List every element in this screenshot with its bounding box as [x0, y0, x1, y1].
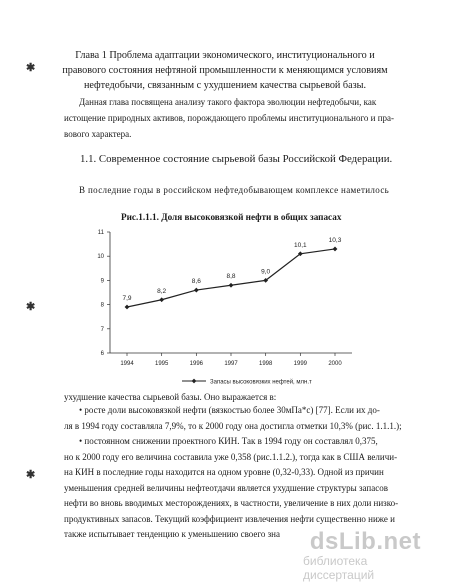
y-tick-label: 10	[97, 254, 104, 261]
y-tick-label: 7	[100, 326, 104, 333]
watermark-subtitle: библиотека диссертаций	[303, 554, 375, 582]
intro-line-1: Данная глава посвящена анализу такого фактора эволюции нефтедобычи, как	[79, 97, 377, 107]
margin-mark: ✱	[26, 469, 36, 481]
data-label: 8,8	[226, 273, 236, 281]
margin-mark: ✱	[26, 62, 36, 74]
watermark-brand: dsLib.net	[309, 528, 421, 555]
data-label: 8,6	[191, 278, 201, 286]
legend-label: Запасы высоковязких нефтей, млн.т	[210, 379, 312, 386]
watermark	[303, 528, 423, 582]
paragraph-line: В последние годы в российском нефтедобывающем комплексе наметилось	[79, 185, 390, 195]
x-tick-label: 1998	[258, 361, 273, 367]
data-label: 9,0	[261, 268, 271, 276]
legend-marker	[192, 379, 197, 384]
chapter-heading-line-3: нефтедобычи, связанным с ухудшением качества сырьевой базы.	[83, 80, 367, 91]
intro-line-2: истощение природных активов, порождающего проблемы институционального и пра-	[64, 113, 395, 123]
body-line: нефти во вновь вводимых месторождениях, в частности, увеличение в них доли низко-	[64, 498, 399, 508]
y-tick-label: 8	[100, 302, 104, 309]
x-tick-label: 2000	[328, 361, 342, 367]
margin-mark: ✱	[26, 301, 36, 313]
x-tick-label: 1997	[224, 361, 238, 367]
x-tick-label: 1999	[293, 361, 308, 367]
body-line: но к 2000 году его величина составила уже 0,358 (рис.1.1.2.), тогда как в США величи-	[64, 452, 398, 462]
x-tick-label: 1996	[189, 361, 204, 367]
data-point	[229, 283, 234, 288]
x-tick-label: 1994	[120, 361, 134, 367]
body-line: ухудшение качества сырьевой базы. Оно выражается в:	[64, 392, 277, 402]
line-chart	[90, 224, 360, 394]
data-label: 7,9	[122, 295, 132, 303]
body-line: • постоянном снижении проектного КИН. Так в 1994 году он составлял 0,375,	[79, 436, 378, 446]
data-point	[333, 247, 338, 252]
body-line: уменьшения средней величины нефтеотдачи является ухудшение структуры запасов	[64, 483, 388, 493]
data-label: 8,2	[157, 287, 167, 295]
data-point	[194, 288, 199, 293]
data-label: 10,3	[328, 236, 342, 244]
x-tick-label: 1995	[154, 361, 169, 367]
chapter-heading-line-2: правового состояния нефтяной промышленности к меняющимся условиям	[62, 65, 388, 76]
data-label: 10,1	[294, 241, 307, 249]
body-line: ля в 1994 году составляла 7,9%, то к 2000 году она достигла отметки 10,3% (рис. 1.1.1.);	[64, 421, 402, 431]
intro-line-3: вового характера.	[64, 129, 132, 139]
section-title: 1.1. Современное состояние сырьевой базы Российской Федерации.	[80, 153, 393, 165]
body-line: также испытывает тенденцию к уменьшению своего зна	[64, 529, 280, 539]
chapter-heading-line-1: Глава 1 Проблема адаптации экономического, институционального и	[75, 50, 375, 61]
data-point	[159, 297, 164, 302]
y-tick-label: 11	[97, 230, 104, 236]
y-tick-label: 9	[100, 278, 104, 285]
body-line: • росте доли высоковязкой нефти (вязкостью более 30мПа*с) [77]. Если их до-	[79, 405, 380, 415]
y-tick-label: 6	[100, 351, 104, 357]
data-point	[125, 305, 130, 310]
chart-title: Рис.1.1.1. Доля высоковязкой нефти в общих запасах	[121, 212, 342, 222]
body-line: продуктивных запасов. Текущий коэффициент извлечения нефти существенно ниже и	[64, 514, 395, 524]
body-line: на КИН в последние годы находится на одном уровне (0,32-0,33). Одной из причин	[64, 467, 384, 477]
